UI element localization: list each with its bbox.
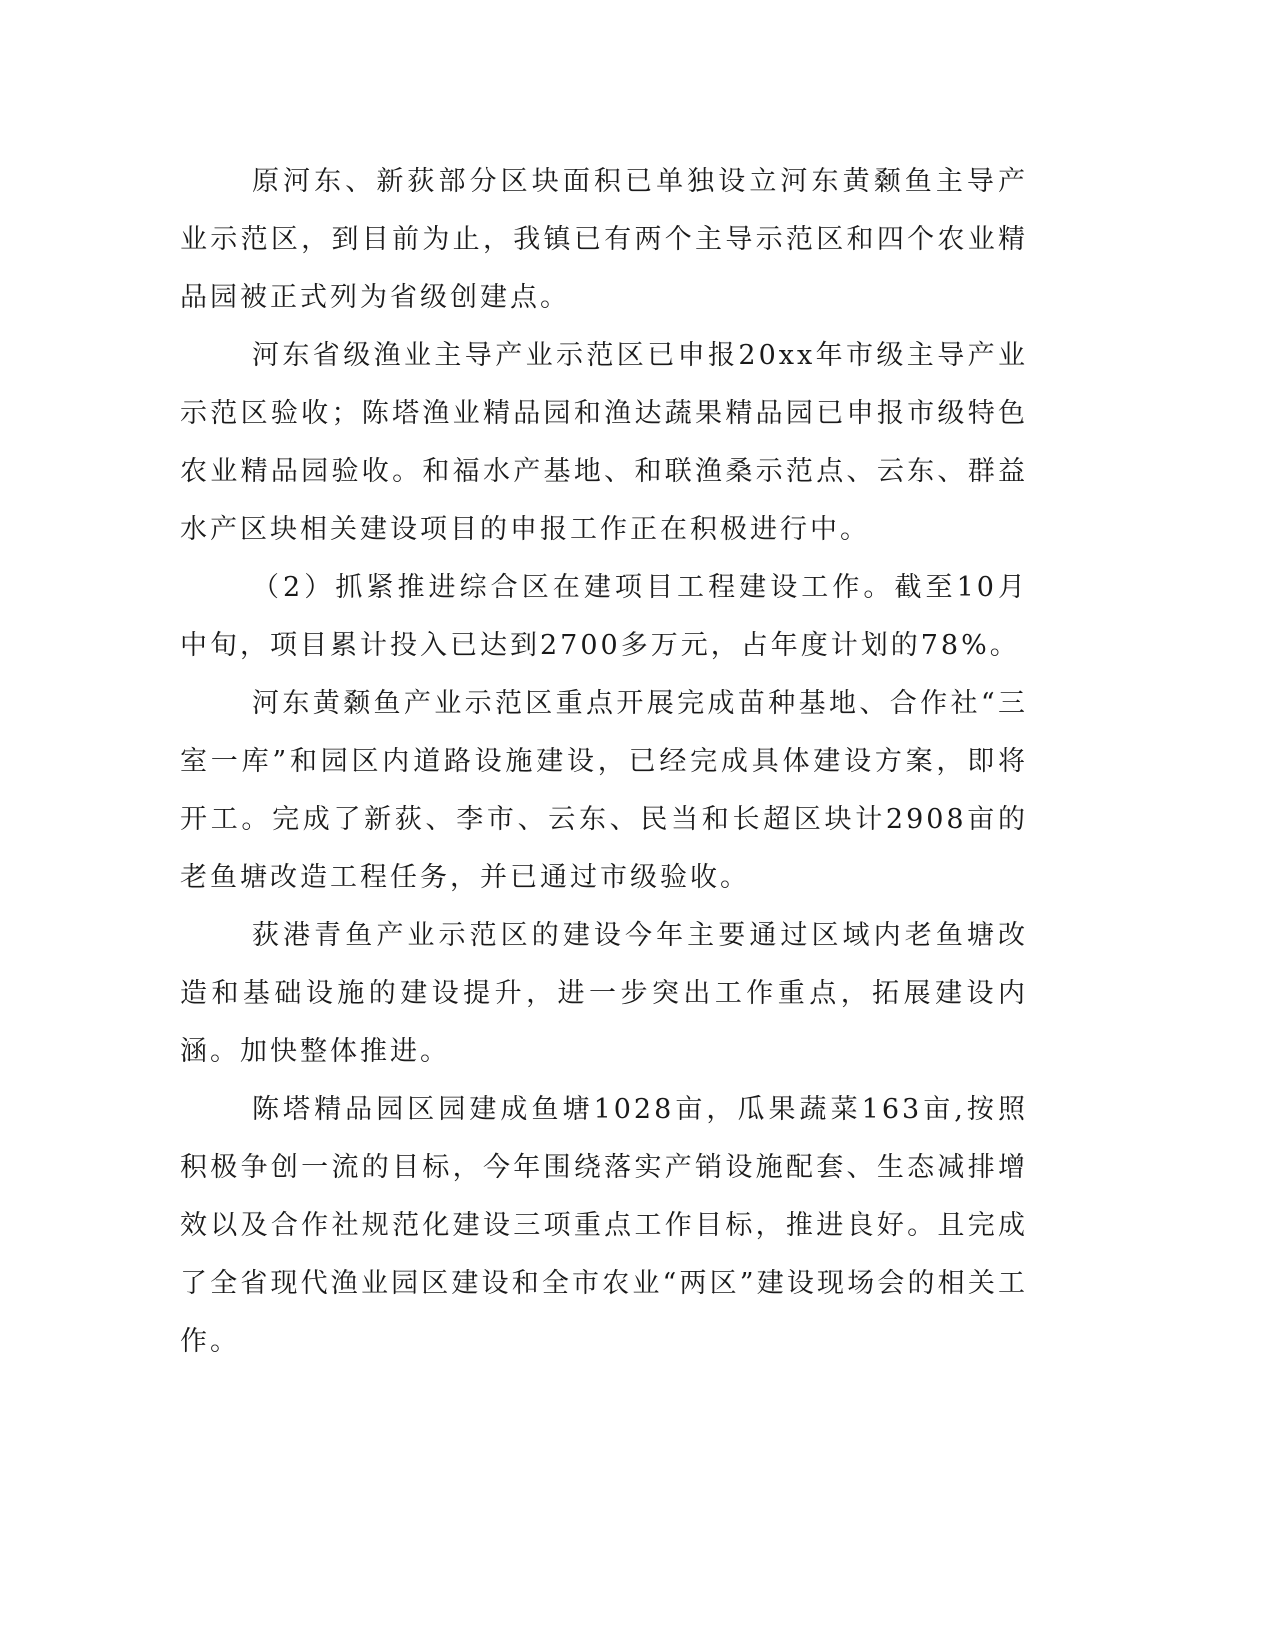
paragraph-3: （2）抓紧推进综合区在建项目工程建设工作。截至10月中旬，项目累计投入已达到2700多万元，占年度计划的78%。 [180, 572, 1028, 661]
document-body [180, 153, 1028, 1371]
paragraph-4: 河东黄颡鱼产业示范区重点开展完成苗种基地、合作社“三室一库”和园区内道路设施建设，已经完成具体建设方案，即将开工。完成了新荻、李市、云东、民当和长超区块计2908亩的老鱼塘改造工程任务，并已通过市级验收。 [180, 688, 1028, 893]
paragraph-5: 荻港青鱼产业示范区的建设今年主要通过区域内老鱼塘改造和基础设施的建设提升，进一步突出工作重点，拓展建设内涵。加快整体推进。 [180, 920, 1028, 1067]
paragraph-6: 陈塔精品园区园建成鱼塘1028亩，瓜果蔬菜163亩,按照积极争创一流的目标，今年围绕落实产销设施配套、生态减排增效以及合作社规范化建设三项重点工作目标，推进良好。且完成了全省现代渔业园区建设和全市农业“两区”建设现场会的相关工作。 [180, 1094, 1028, 1357]
paragraph-2: 河东省级渔业主导产业示范区已申报20xx年市级主导产业示范区验收；陈塔渔业精品园和渔达蔬果精品园已申报市级特色农业精品园验收。和福水产基地、和联渔桑示范点、云东、群益水产区块相关建设项目的申报工作正在积极进行中。 [180, 340, 1028, 545]
paragraph-1: 原河东、新荻部分区块面积已单独设立河东黄颡鱼主导产业示范区，到目前为止，我镇已有两个主导示范区和四个农业精品园被正式列为省级创建点。 [180, 166, 1028, 313]
